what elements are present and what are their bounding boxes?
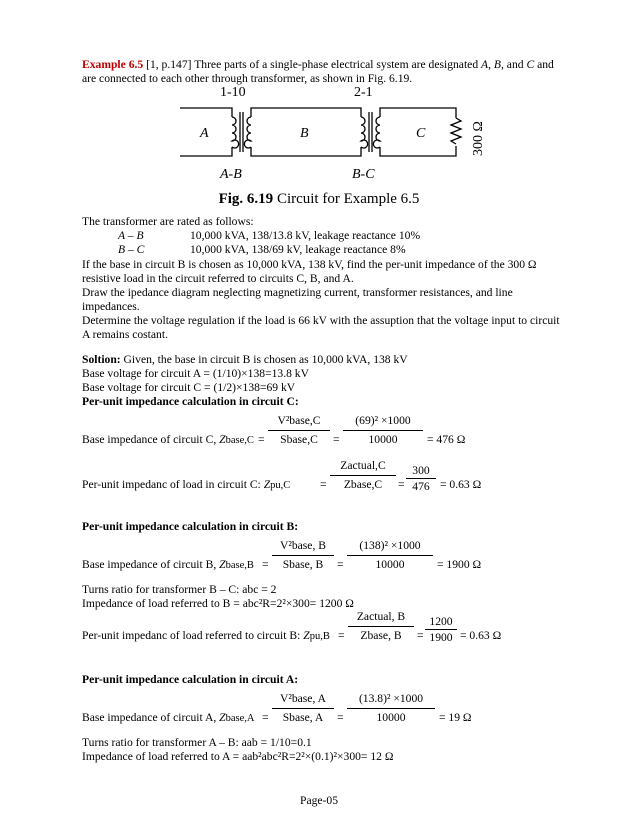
section-c-pu-result: = 0.63 Ω	[440, 478, 482, 491]
rating-row-spec: 10,000 kVA, 138/69 kV, leakage reactance 8%	[190, 243, 406, 256]
problem-line: impedances.	[82, 300, 140, 313]
section-b-base-text: Base impedance of circuit B, Zbase,B	[82, 558, 254, 571]
solution-line: Base voltage for circuit A = (1/10)×138=13.8 kV	[82, 367, 309, 380]
section-b-base-result: = 1900 Ω	[437, 558, 482, 571]
problem-line: Draw the ipedance diagram neglecting magnetizing current, transformer resistances, and line	[82, 286, 513, 299]
section-a-turns: Turns ratio for transformer A – B: aab = 1/10=0.1	[82, 736, 312, 749]
rating-row-name: B – C	[118, 243, 145, 256]
section-b-pu-num2: 1200	[429, 615, 453, 628]
example-line-1: Example 6.5 [1, p.147] Three parts of a single-phase electrical system are designated A, B, and C and	[82, 58, 554, 71]
example-label: Example 6.5	[82, 58, 144, 71]
label-circuit-c: C	[416, 126, 426, 141]
problem-line: A remains costant.	[82, 328, 168, 341]
t2-ratio: 2-1	[354, 85, 373, 100]
label-transformer-bc: B-C	[352, 167, 375, 182]
section-c-base-den2: 10000	[368, 433, 398, 446]
section-b-turns: Turns ratio for transformer B – C: abc = 2	[82, 583, 277, 596]
section-c-base-result: = 476 Ω	[427, 433, 466, 446]
section-c-base-text: Base impedance of circuit C, Zbase,C	[82, 433, 254, 446]
section-b-pu-den2: 1900	[429, 631, 453, 644]
problem-line: If the base in circuit B is chosen as 10,000 kVA, 138 kV, find the per-unit impedance of the 300 Ω	[82, 258, 537, 271]
t1-ratio: 1-10	[220, 85, 246, 100]
figure-caption: Fig. 6.19 Circuit for Example 6.5	[218, 191, 420, 207]
load-label: 300 Ω	[471, 121, 486, 156]
rating-row-name: A – B	[118, 229, 144, 242]
section-b-heading: Per-unit impedance calculation in circuit B:	[82, 520, 299, 533]
section-c-base-num2: (69)² ×1000	[355, 414, 411, 427]
section-c-pu-num: Zactual,C	[340, 459, 386, 472]
section-b-pu-num: Zactual, B	[356, 610, 406, 623]
section-c-pu-den2: 476	[412, 480, 430, 493]
section-a-base-den2: 10000	[376, 711, 406, 724]
section-a-base-num2: (13.8)² ×1000	[358, 692, 424, 705]
section-a-base-result: = 19 Ω	[439, 711, 472, 724]
rating-row-spec: 10,000 kVA, 138/13.8 kV, leakage reactance 10%	[190, 229, 421, 242]
solution-line: Base voltage for circuit C = (1/2)×138=69 kV	[82, 381, 296, 394]
section-b-pu-den: Zbase, B	[360, 629, 402, 642]
section-b-pu-text: Per-unit impedanc of load referred to circuit B: Zpu,B	[82, 629, 330, 642]
section-c-heading: Per-unit impedance calculation in circuit C:	[82, 395, 299, 408]
resistor-icon	[451, 118, 461, 144]
example-line-2: are connected to each other through transformer, as shown in Fig. 6.19.	[82, 72, 413, 85]
label-circuit-b: B	[300, 126, 309, 141]
section-a-base-den: Sbase, A	[282, 711, 324, 724]
section-c-base-den: Sbase,C	[280, 433, 318, 446]
label-circuit-a: A	[200, 126, 209, 141]
section-c-pu-text: Per-unit impedanc of load in circuit C: Zpu,C	[82, 478, 291, 491]
section-b-refer: Impedance of load referred to B = abc²R=2²×300= 1200 Ω	[82, 597, 354, 610]
section-c-pu-num2: 300	[412, 464, 430, 477]
problem-line: Determine the voltage regulation if the load is 66 kV with the assuption that the voltage input to circuit	[82, 314, 560, 327]
page-number: Page-05	[300, 794, 338, 807]
section-a-base-num: V²base, A	[280, 692, 326, 705]
problem-line: resistive load in the circuit referred to circuits C, B, and A.	[82, 272, 354, 285]
label-transformer-ab: A-B	[220, 167, 242, 182]
section-b-base-den2: 10000	[375, 558, 405, 571]
section-b-base-den: Sbase, B	[282, 558, 324, 571]
section-a-refer: Impedance of load referred to A = aab²abc²R=2²×(0.1)²×300= 12 Ω	[82, 750, 394, 763]
section-a-heading: Per-unit impedance calculation in circuit A:	[82, 673, 299, 686]
section-b-base-num: V²base, B	[280, 539, 326, 552]
section-b-pu-result: = 0.63 Ω	[460, 629, 502, 642]
solution-line-1: Soltion: Given, the base in circuit B is chosen as 10,000 kVA, 138 kV	[82, 353, 408, 366]
document-page: Example 6.5 [1, p.147] Three parts of a single-phase electrical system are designated A, B, and C and are connected to each other through transformer, as shown in Fig. 6.19. 1-10 2-1 A B C A-B B-C 300 Ω Fig. 6.19 Circuit for Example 6.5 The transformer are rated as follows: A – B 10,000 kVA, 138/13.8 kV, leakage reactance 10% B – C 10,000 kVA, 138/69 kV, leakage reactance 8% If the base in circuit B is chosen as 10,000 kVA, 138 kV, find the per-unit impedance of the 300 Ω resistive load in the circuit referred to circuits C, B, and A. Draw the ipedance diagram neglecting magnetizing current, transformer resistances, and line impedances. Determine the voltage regulation if the load is 66 kV with the assuption that the voltage input to circuit A remains costant. Soltion: Given, the base in circuit B is chosen as 10,000 kVA, 138 kV Base voltage for circuit A = (1/10)×138=13.8 kV Base voltage for circuit C = (1/2)×138=69 kV Per-unit impedance calculation in circuit C: Base impedance of circuit C, Zbase,C = V²base,C Sbase,C = (69)² ×1000 10000 = 476 Ω Per-unit impedanc of load in circuit C: Zpu,C = Zactual,C Zbase,C = 300 476 = 0.63 Ω Per-unit impedance calculation in circuit B: Base impedance of circuit B, Zbase,B = V²base, B Sbase, B = (138)² ×1000 10000 = 1900 Ω Turns ratio for transformer B – C: abc = 2 Impedance of load referred to B = abc²R=2²×300= 1200 Ω Per-unit impedanc of load referred to circuit B: Zpu,B = Zactual, B Zbase, B = 1200 1900 = 0.63 Ω Per-unit impedance calculation in circuit A: Base impedance of circuit A, Zbase,A = V²base, A Sbase, A = (13.8)² ×1000 10000 = 19 Ω Turns ratio for transformer A – B: aab = 1/10=0.1 Impedance of load referred to A = aab²abc²R=2²×(0.1)²×300= 12 Ω Page-05	[0, 0, 638, 826]
section-b-base-num2: (138)² ×1000	[359, 539, 421, 552]
section-c-pu-den: Zbase,C	[343, 478, 383, 491]
section-c-base-num: V²base,C	[277, 414, 321, 427]
circuit-diagram	[180, 84, 490, 192]
section-a-base-text: Base impedance of circuit A, Zbase,A	[82, 711, 255, 724]
ratings-intro: The transformer are rated as follows:	[82, 215, 254, 228]
